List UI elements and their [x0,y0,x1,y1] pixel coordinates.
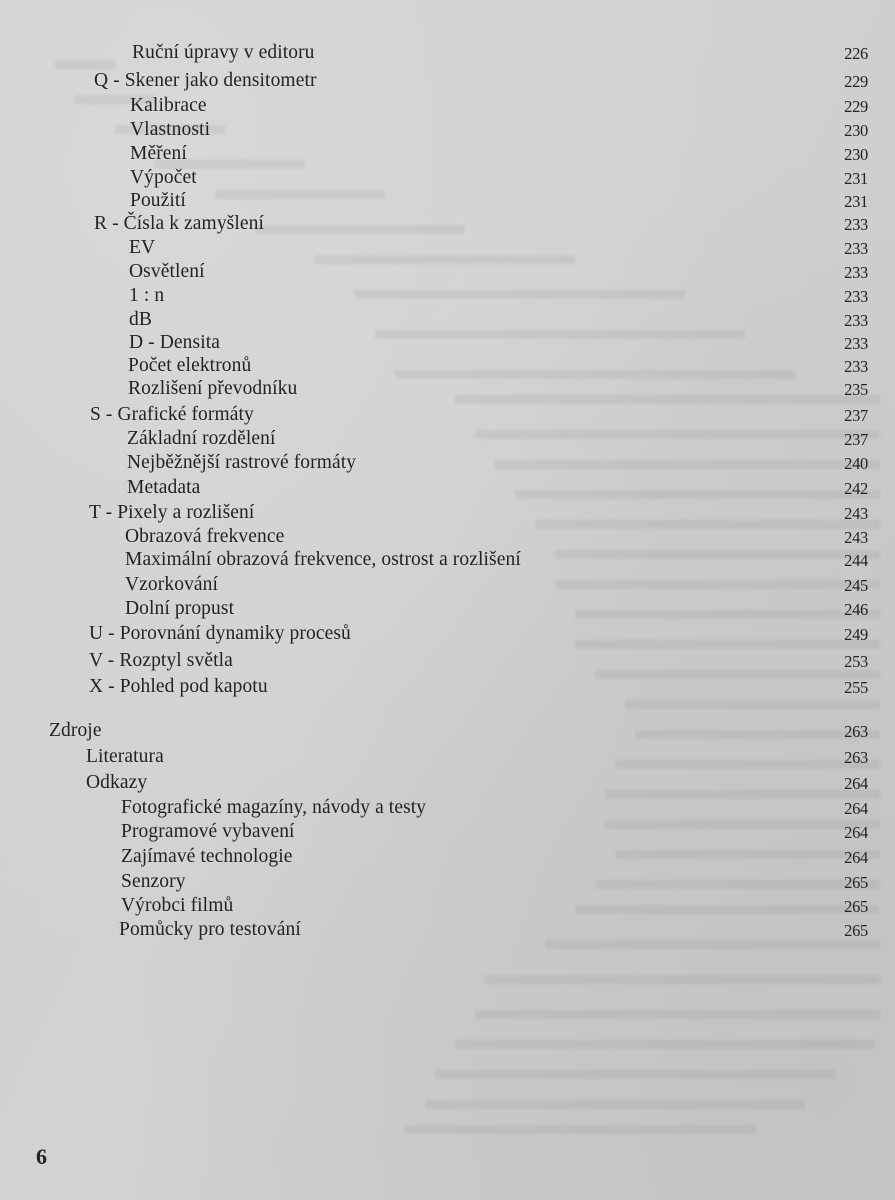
toc-entry-page: 263 [844,748,868,767]
toc-entry-page: 226 [844,44,868,63]
toc-entry-page: 244 [844,551,868,570]
toc-entry-page: 231 [844,192,868,211]
toc-entry-page: 233 [844,357,868,376]
toc-entry-title: Fotografické magazíny, návody a testy [121,797,427,818]
toc-entry-page: 233 [844,263,868,282]
toc-entry-title: D - Densita [129,332,220,353]
toc-entry-page: 229 [844,97,868,116]
bleed-ghost-line [255,225,465,234]
toc-entry-title: 1 : n [129,285,165,306]
toc-entry-page: 229 [844,72,868,91]
toc-entry-page: 265 [844,873,868,892]
bleed-ghost-line [355,290,685,299]
page-number-folio: 6 [36,1144,47,1169]
toc-entry-title: Obrazová frekvence [125,526,285,547]
toc-entry-title: S - Grafické formáty [90,404,254,425]
toc-entry-title: Osvětlení [129,261,205,282]
toc-entry-page: 265 [844,921,868,940]
toc-entry-page: 233 [844,334,868,353]
bleed-ghost-line [475,1010,880,1019]
toc-entry-title: Ruční úpravy v editoru [132,42,315,63]
bleed-ghost-line [625,700,880,709]
bleed-ghost-line [435,1070,835,1079]
toc-entry-title: Počet elektronů [128,355,252,376]
toc-entry-page: 255 [844,678,868,697]
toc-entry-page: 242 [844,479,868,498]
bleed-ghost-line [375,330,745,339]
toc-entry-title: EV [129,237,156,258]
toc-entry-page: 240 [844,454,868,473]
toc-entry-title: Výrobci filmů [121,895,234,916]
toc-entry-title: Pomůcky pro testování [119,919,301,940]
toc-entry-page: 264 [844,823,868,842]
toc-entry-title: Výpočet [130,167,197,188]
toc-entry-page: 230 [844,145,868,164]
bleed-ghost-line [405,1125,755,1134]
bleed-ghost-line [425,1100,805,1109]
toc-entry-page: 253 [844,652,868,671]
toc-entry-page: 264 [844,799,868,818]
bleed-ghost-line [55,60,115,69]
toc-entry-title: Použití [130,190,186,211]
toc-entry-title: Vzorkování [125,574,219,595]
toc-entry-title: Kalibrace [130,95,207,116]
toc-entry-title: Vlastnosti [130,119,211,140]
toc-entry-title: Literatura [86,746,164,767]
toc-entry-title: dB [129,309,152,330]
toc-entry-title: Základní rozdělení [127,428,276,449]
toc-entry-title: Q - Skener jako densitometr [94,70,317,91]
toc-entry-page: 233 [844,239,868,258]
toc-entry-title: Měření [130,143,187,164]
toc-entry-page: 264 [844,774,868,793]
toc-entry-page: 243 [844,528,868,547]
toc-entry-title: Programové vybavení [121,821,295,842]
toc-entry-title: Zajímavé technologie [121,846,293,867]
toc-entry-title: Zdroje [49,720,102,741]
toc-entry-title: R - Čísla k zamyšlení [94,213,264,234]
toc-entry-title: Nejběžnější rastrové formáty [127,452,357,473]
toc-entry-page: 246 [844,600,868,619]
toc-entry-page: 263 [844,722,868,741]
toc-entry-title: Senzory [121,871,186,892]
toc-entry-page: 237 [844,406,868,425]
bleed-ghost-line [215,190,385,199]
toc-entry-title: V - Rozptyl světla [89,650,233,671]
toc-entry-page: 230 [844,121,868,140]
toc-entry-page: 265 [844,897,868,916]
toc-entry-page: 245 [844,576,868,595]
toc-entry-title: X - Pohled pod kapotu [89,676,268,697]
toc-entry-title: Dolní propust [125,598,235,619]
bleed-ghost-line [485,975,880,984]
toc-entry-title: U - Porovnání dynamiky procesů [89,623,351,644]
toc-entry-title: Metadata [127,477,201,498]
toc-entry-title: Maximální obrazová frekvence, ostrost a rozlišení [125,549,521,570]
toc-entry-page: 233 [844,311,868,330]
toc-entry-page: 233 [844,287,868,306]
bleed-ghost-line [315,255,575,264]
toc-entry-page: 235 [844,380,868,399]
toc-entry-title: T - Pixely a rozlišení [89,502,255,523]
toc-entry-page: 237 [844,430,868,449]
toc-entry-title: Odkazy [86,772,148,793]
bleed-ghost-line [395,370,795,379]
toc-entry-page: 249 [844,625,868,644]
bleed-ghost-line [455,1040,875,1049]
toc-entry-page: 231 [844,169,868,188]
toc-entry-page: 243 [844,504,868,523]
toc-entry-page: 264 [844,848,868,867]
toc-entry-title: Rozlišení převodníku [128,378,298,399]
toc-entry-page: 233 [844,215,868,234]
